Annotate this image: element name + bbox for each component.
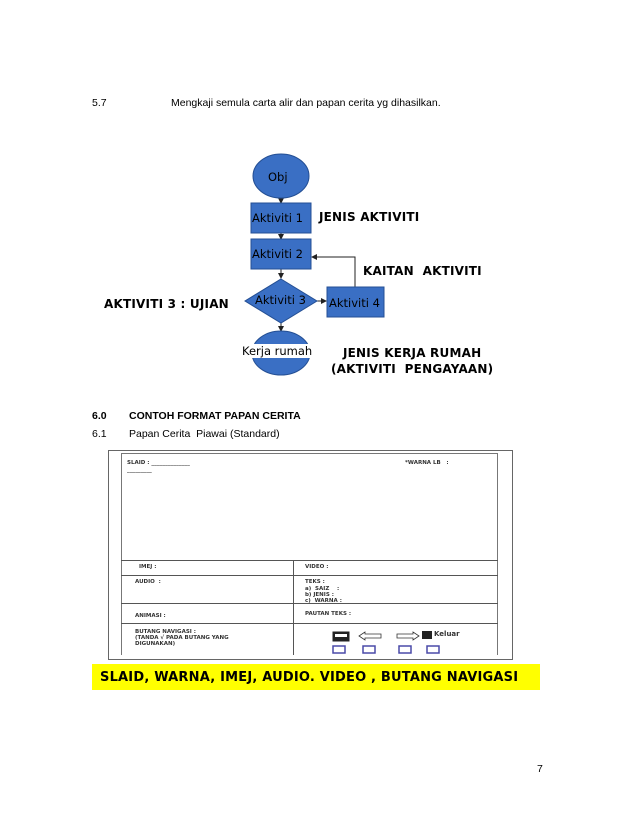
storyboard-pautan-teks: PAUTAN TEKS : [305, 611, 352, 617]
storyboard-slaid: SLAID : ______________ [127, 460, 190, 466]
keluar-button-icon [422, 631, 432, 639]
annotation-jenis-kerja-rumah: JENIS KERJA RUMAH [343, 346, 482, 360]
annotation-jenis-aktiviti: JENIS AKTIVITI [319, 210, 420, 224]
forward-arrow-icon [397, 632, 419, 640]
checkbox-2 [363, 646, 375, 653]
storyboard-teks-a: a) SAIZ : [305, 586, 340, 592]
flowchart [0, 0, 638, 380]
storyboard-teks-b: b) JENIS : [305, 592, 334, 598]
section-number-6-1: 6.1 [92, 428, 107, 440]
node-aktiviti3-label: Aktiviti 3 [255, 293, 306, 307]
storyboard-template-image [108, 450, 513, 660]
node-kerja-rumah-label: Kerja rumah [242, 344, 313, 358]
connector-a4-a2 [312, 257, 355, 287]
storyboard-teks: TEKS : [305, 579, 325, 585]
storyboard-keluar: Keluar [434, 630, 460, 638]
section-text-5-7: Mengkaji semula carta alir dan papan cerita yg dihasilkan. [171, 97, 441, 109]
storyboard-video: VIDEO : [305, 564, 329, 570]
annotation-kaitan-aktiviti: KAITAN AKTIVITI [363, 264, 482, 278]
summary-banner [92, 664, 540, 690]
storyboard-warna-lb: *WARNA LB : [405, 460, 449, 466]
annotation-aktiviti3-ujian: AKTIVITI 3 : UJIAN [104, 297, 229, 311]
node-aktiviti4-label: Aktiviti 4 [329, 296, 380, 310]
storyboard-imej: IMEJ : [139, 564, 157, 570]
summary-banner-text: SLAID, WARNA, IMEJ, AUDIO. VIDEO , BUTANG NAVIGASI [100, 670, 519, 685]
storyboard-butang-3: DIGUNAKAN) [135, 641, 176, 647]
back-arrow-icon [359, 632, 381, 640]
section-number-5-7: 5.7 [92, 97, 107, 109]
storyboard-nav-buttons [299, 628, 499, 658]
storyboard-animasi: ANIMASI : [135, 613, 166, 619]
storyboard-audio: AUDIO : [135, 579, 161, 585]
node-aktiviti1-label: Aktiviti 1 [252, 211, 303, 225]
annotation-aktiviti-pengayaan: (AKTIVITI PENGAYAAN) [331, 362, 494, 376]
node-obj-label: Obj [268, 170, 288, 184]
storyboard-teks-c: c) WARNA : [305, 598, 342, 604]
page-number: 7 [537, 763, 543, 775]
checkbox-3 [399, 646, 411, 653]
storyboard-butang-2: (TANDA √ PADA BUTANG YANG [135, 635, 229, 641]
checkbox-4 [427, 646, 439, 653]
node-aktiviti2-label: Aktiviti 2 [252, 247, 303, 261]
section-text-6-1: Papan Cerita Piawai (Standard) [129, 428, 280, 440]
checkbox-1 [333, 646, 345, 653]
storyboard-butang-1: BUTANG NAVIGASI : [135, 629, 196, 635]
storyboard-slaid-line2: _________ [127, 467, 152, 473]
section-heading-6-0: CONTOH FORMAT PAPAN CERITA [129, 410, 301, 422]
section-number-6-0: 6.0 [92, 410, 107, 422]
